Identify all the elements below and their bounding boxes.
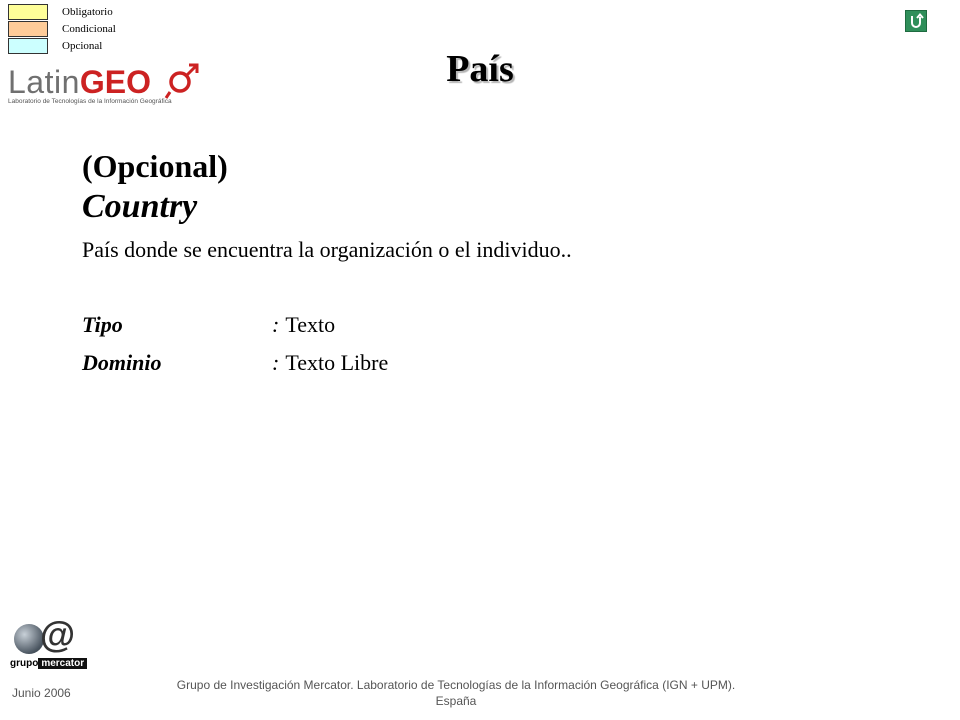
legend-label: Obligatorio	[62, 6, 113, 18]
property-key: Dominio	[82, 350, 162, 375]
footer-credit	[136, 677, 776, 709]
property-value: Texto Libre	[285, 350, 389, 375]
legend-swatch	[8, 21, 48, 37]
return-arrow-icon	[906, 11, 926, 31]
property-separator: :	[272, 312, 280, 337]
property-row-tipo	[82, 306, 572, 344]
mercator-name-text: mercator	[38, 658, 87, 669]
return-button[interactable]	[905, 10, 927, 32]
mercator-group-text: grupo	[10, 658, 39, 669]
logo-geo-text: GEO	[79, 64, 152, 100]
legend-label: Condicional	[62, 23, 116, 35]
legend-swatch	[8, 4, 48, 20]
footer-credit-country: España	[435, 694, 477, 708]
grupo-mercator-logo	[8, 614, 98, 676]
property-row-dominio	[82, 344, 572, 382]
footer-credit-line: Grupo de Investigación Mercator. Laboratorio de Tecnologías de la Información Geográfica (IGN + UPM).	[176, 678, 736, 692]
element-description: País donde se encuentra la organización o el individuo..	[82, 237, 572, 262]
element-definition	[82, 146, 572, 382]
footer-date: Junio 2006	[12, 686, 71, 700]
legend-label: Opcional	[62, 40, 103, 52]
property-key: Tipo	[82, 312, 123, 337]
optionality-label: (Opcional)	[82, 148, 228, 184]
mercator-banner	[8, 656, 96, 672]
english-name: Country	[82, 188, 198, 225]
page-title: País	[446, 48, 514, 90]
logo-latin-text: Latin	[8, 64, 80, 100]
property-value: Texto	[285, 312, 336, 337]
at-sign-icon: @	[40, 614, 76, 655]
properties-list	[82, 306, 572, 382]
property-separator: :	[272, 350, 280, 375]
logo-tagline: Laboratorio de Tecnologías de la Información Geográfica	[8, 98, 172, 105]
